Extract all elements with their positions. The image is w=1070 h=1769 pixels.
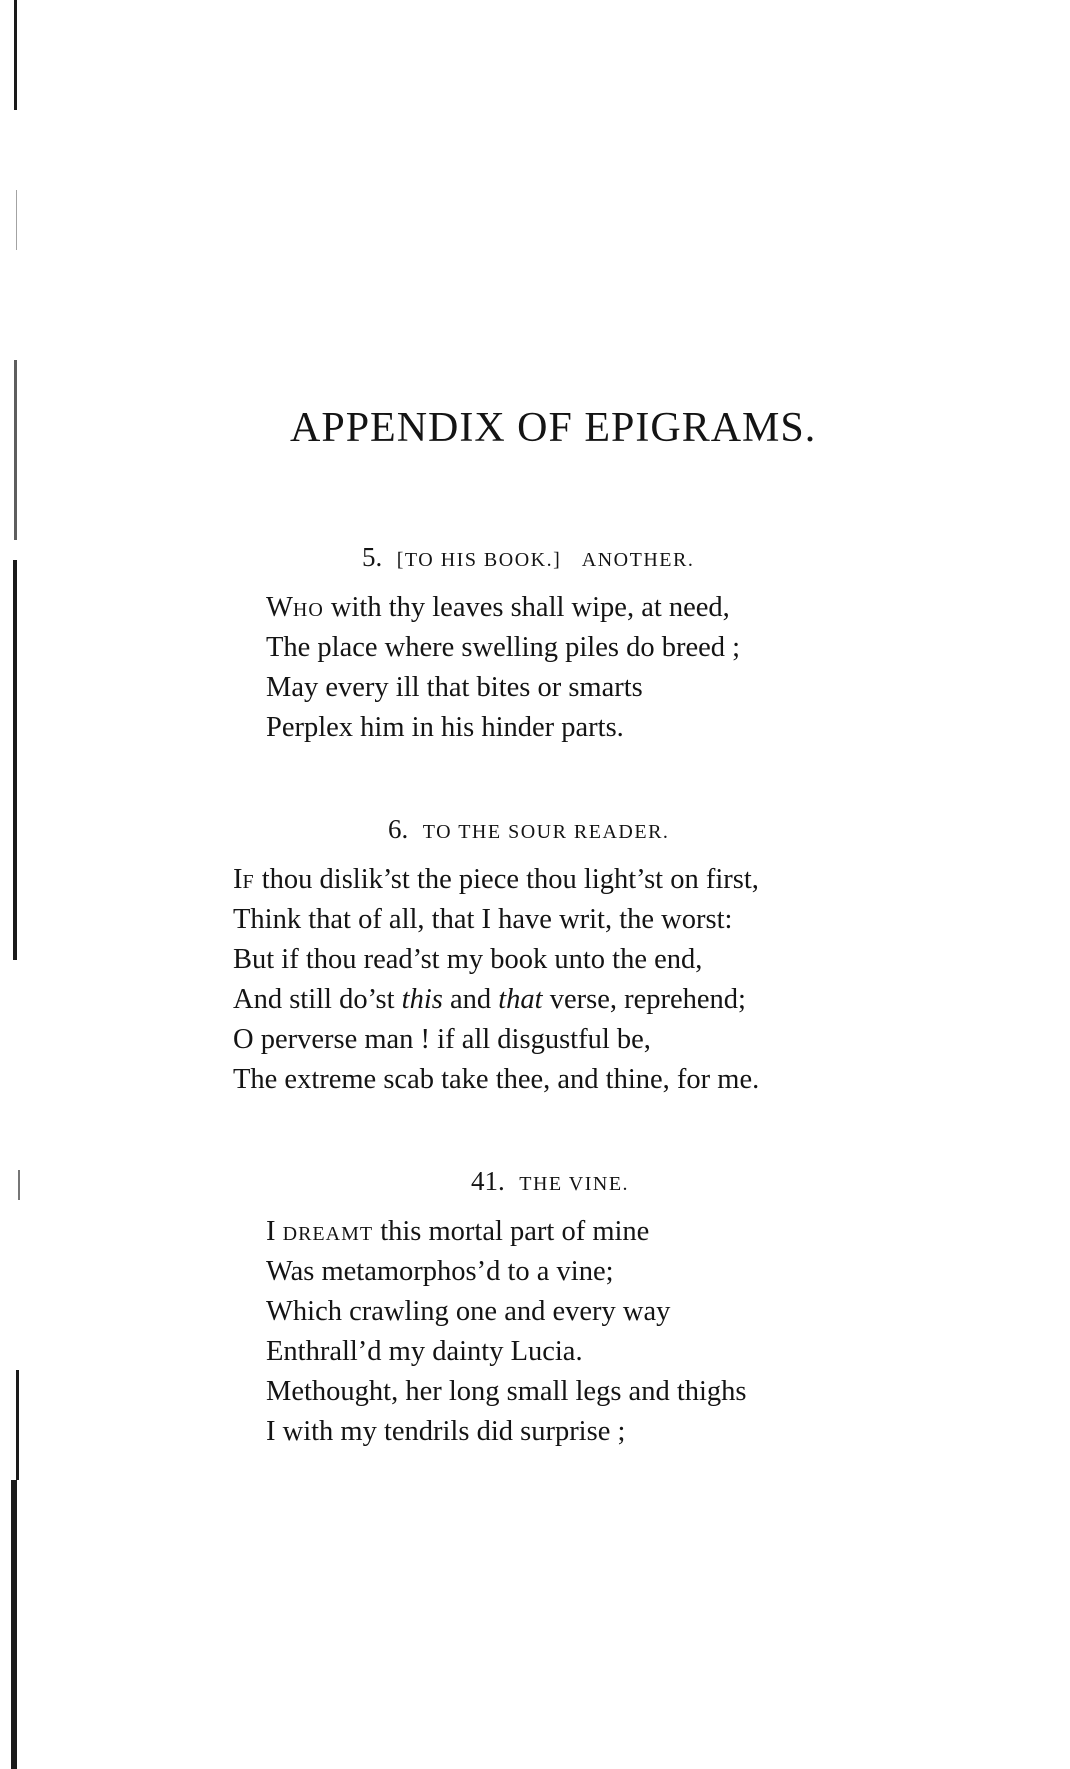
verse-line bbox=[266, 594, 730, 623]
gutter-mark bbox=[16, 1370, 19, 1480]
poem-heading-41 bbox=[471, 1168, 629, 1195]
verse-text: and bbox=[442, 984, 499, 1015]
verse-line: I with my tendrils did surprise ; bbox=[266, 1416, 626, 1447]
italic-word: that bbox=[498, 984, 543, 1015]
dropcap-letter: I bbox=[266, 1216, 283, 1247]
poem-title-rest: ANOTHER. bbox=[581, 549, 695, 571]
verse-text: with thy leaves shall wipe, at need, bbox=[323, 592, 730, 623]
verse-line: May every ill that bites or smarts bbox=[266, 672, 643, 703]
poem-title: THE VINE. bbox=[519, 1173, 630, 1195]
gutter-mark bbox=[11, 1480, 17, 1769]
verse-line: Perplex him in his hinder parts. bbox=[266, 712, 624, 743]
poem-heading-6 bbox=[388, 816, 669, 843]
verse-line: The extreme scab take thee, and thine, for me. bbox=[233, 1064, 760, 1095]
verse-text: verse, reprehend; bbox=[542, 984, 746, 1015]
poem-number: 6. bbox=[388, 814, 409, 844]
gutter-mark bbox=[14, 0, 17, 110]
verse-line: Think that of all, that I have writ, the worst: bbox=[233, 904, 733, 935]
poem-heading-5 bbox=[362, 544, 694, 571]
small-caps-word: HO bbox=[292, 599, 324, 621]
gutter-mark bbox=[16, 190, 17, 250]
gutter-mark bbox=[14, 360, 17, 540]
verse-line bbox=[233, 986, 746, 1015]
verse-line: Was metamorphos’d to a vine; bbox=[266, 1256, 614, 1287]
poem-number: 5. bbox=[362, 542, 383, 572]
gutter-mark bbox=[13, 560, 17, 960]
poem-title: TO THE SOUR READER. bbox=[422, 821, 670, 843]
italic-word: this bbox=[401, 984, 443, 1015]
small-caps-word: F bbox=[242, 871, 255, 893]
verse-text: this mortal part of mine bbox=[373, 1216, 650, 1247]
verse-line: Enthrall’d my dainty Lucia. bbox=[266, 1336, 583, 1367]
gutter-mark bbox=[18, 1170, 20, 1200]
verse-line bbox=[233, 866, 759, 895]
verse-line: O perverse man ! if all disgustful be, bbox=[233, 1024, 651, 1055]
page-title: APPENDIX OF EPIGRAMS. bbox=[290, 405, 817, 451]
dropcap-letter: I bbox=[233, 864, 243, 895]
verse-line: Which crawling one and every way bbox=[266, 1296, 671, 1327]
dropcap-letter: W bbox=[266, 592, 293, 623]
verse-text: thou dislik’st the piece thou light’st on first, bbox=[254, 864, 759, 895]
verse-line: But if thou read’st my book unto the end, bbox=[233, 944, 703, 975]
small-caps-word: DREAMT bbox=[282, 1223, 374, 1245]
verse-line bbox=[266, 1218, 649, 1247]
poem-title-bracketed: [TO HIS BOOK.] bbox=[396, 549, 562, 571]
poem-number: 41. bbox=[471, 1166, 505, 1196]
verse-text: And still do’st bbox=[233, 984, 402, 1015]
page-edge-gutter bbox=[0, 0, 30, 1769]
verse-line: Methought, her long small legs and thighs bbox=[266, 1376, 747, 1407]
verse-line: The place where swelling piles do breed ; bbox=[266, 632, 741, 663]
